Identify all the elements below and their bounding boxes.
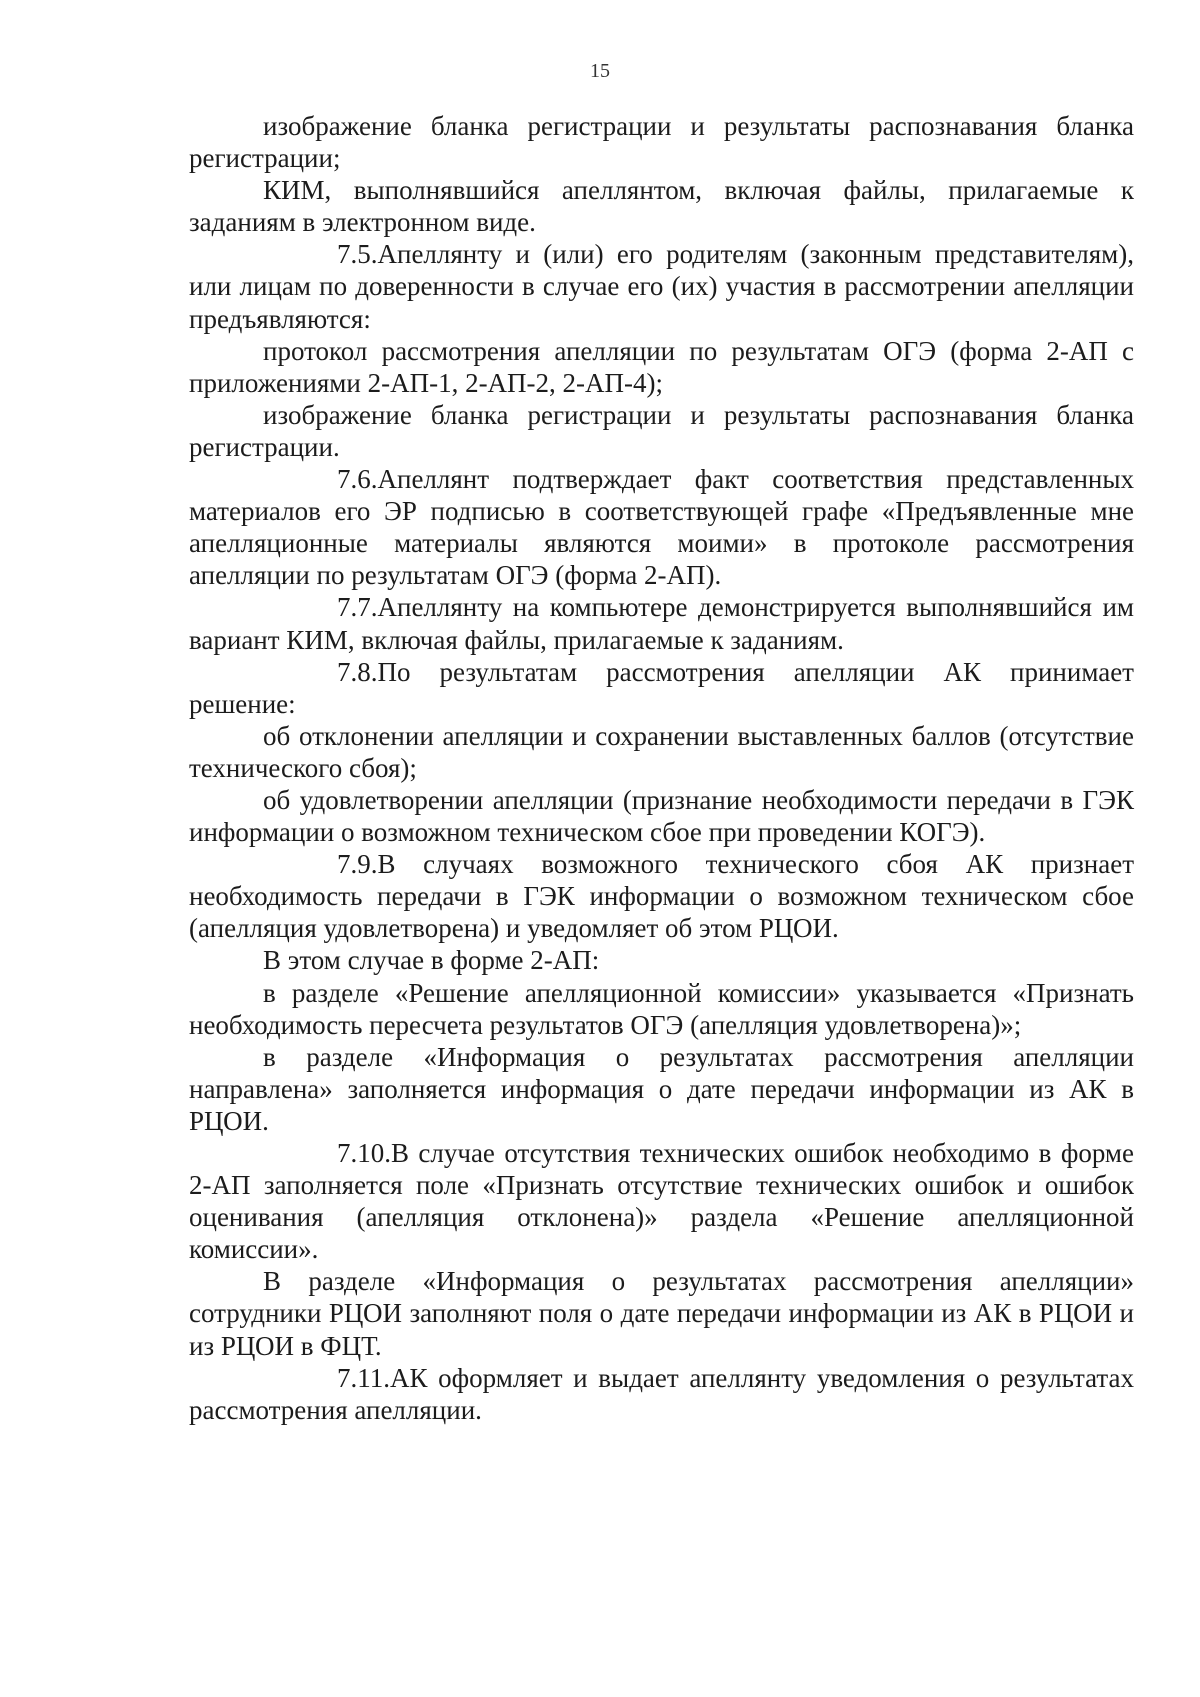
- paragraph-appeal-satisfaction: [189, 784, 1134, 848]
- clause-7-8: [189, 656, 1134, 720]
- paragraph-appeal-protocol: [189, 335, 1134, 399]
- paragraph-text: КИМ, выполнявшийся апеллянтом, включая файлы, прилагаемые к заданиям в электронном виде.: [189, 175, 1134, 238]
- clause-number: 7.10.: [337, 1138, 391, 1168]
- paragraph-text: об отклонении апелляции и сохранении выставленных баллов (отсутствие технического сбоя);: [189, 720, 1134, 783]
- paragraph-form-2-ap-intro: [189, 944, 1134, 976]
- paragraph-text: В случае отсутствия технических ошибок необходимо в форме 2-АП заполняется поле «Признать отсутствие технических ошибок и ошибок оценивания (апелляция отклонена)» раздела «Решение апелляционной комиссии».: [189, 1138, 1134, 1265]
- clause-7-7: [189, 591, 1134, 655]
- paragraph-text: В этом случае в форме 2-АП:: [263, 945, 600, 976]
- clause-number: 7.5.: [337, 239, 378, 270]
- clause-7-9: [189, 848, 1134, 944]
- clause-number: 7.9.: [337, 849, 378, 880]
- paragraph-appeal-rejection: [189, 720, 1134, 784]
- paragraph-text: Апеллянту на компьютере демонстрируется выполнявшийся им вариант КИМ, включая файлы, прилагаемые к заданиям.: [189, 592, 1134, 655]
- paragraph-text: изображение бланка регистрации и результаты распознавания бланка регистрации;: [189, 111, 1134, 174]
- paragraph-text: По результатам рассмотрения апелляции АК принимает решение:: [189, 656, 1134, 719]
- paragraph-text: В разделе «Информация о результатах рассмотрения апелляции» сотрудники РЦОИ заполняют поля о дате передачи информации из АК в РЦОИ и из РЦОИ в ФЦТ.: [189, 1266, 1134, 1361]
- clause-7-10: [189, 1137, 1134, 1265]
- paragraph-rcoi-fields: [189, 1265, 1134, 1361]
- paragraph-text: АК оформляет и выдает апеллянту уведомления о результатах рассмотрения апелляции.: [189, 1362, 1134, 1425]
- clause-7-5: [189, 238, 1134, 334]
- paragraph-registration-form-image: [189, 110, 1134, 174]
- paragraph-results-info-sent: [189, 1041, 1134, 1137]
- clause-number: 7.11.: [337, 1362, 390, 1393]
- paragraph-commission-decision: [189, 977, 1134, 1041]
- paragraph-registration-form-image-2: [189, 399, 1134, 463]
- paragraph-text: Апеллянту и (или) его родителям (законным представителям), или лицам по доверенности в случае его (их) участия в рассмотрении апелляции предъявляются:: [189, 239, 1134, 334]
- paragraph-kim-files: [189, 174, 1134, 238]
- paragraph-text: об удовлетворении апелляции (признание необходимости передачи в ГЭК информации о возможном техническом сбое при проведении КОГЭ).: [189, 784, 1134, 848]
- page-number: 15: [590, 60, 610, 82]
- paragraph-text: в разделе «Решение апелляционной комиссии» указывается «Признать необходимость пересчета результатов ОГЭ (апелляция удовлетворена)»;: [189, 977, 1134, 1040]
- clause-number: 7.7.: [337, 592, 378, 623]
- clause-7-6: [189, 463, 1134, 591]
- paragraph-text: изображение бланка регистрации и результаты распознавания бланка регистрации.: [189, 399, 1134, 462]
- paragraph-text: протокол рассмотрения апелляции по результатам ОГЭ (форма 2-АП с приложениями 2-АП-1, 2-АП-2, 2-АП-4);: [189, 335, 1134, 398]
- clause-number: 7.6.: [337, 464, 378, 495]
- paragraph-text: В случаях возможного технического сбоя АК признает необходимость передачи в ГЭК информации о возможном техническом сбое (апелляция удовлетворена) и уведомляет об этом РЦОИ.: [189, 849, 1134, 944]
- paragraph-text: в разделе «Информация о результатах рассмотрения апелляции направлена» заполняется информация о дате передачи информации из АК в РЦОИ.: [189, 1041, 1134, 1136]
- clause-number: 7.8.: [337, 656, 378, 687]
- clause-7-11: [189, 1362, 1134, 1426]
- document-body: [189, 110, 1134, 1426]
- paragraph-text: Апеллянт подтверждает факт соответствия представленных материалов его ЭР подписью в соответствующей графе «Предъявленные мне апелляционные материалы являются моими» в протоколе рассмотрения апелляции по результатам ОГЭ (форма 2-АП).: [189, 464, 1134, 591]
